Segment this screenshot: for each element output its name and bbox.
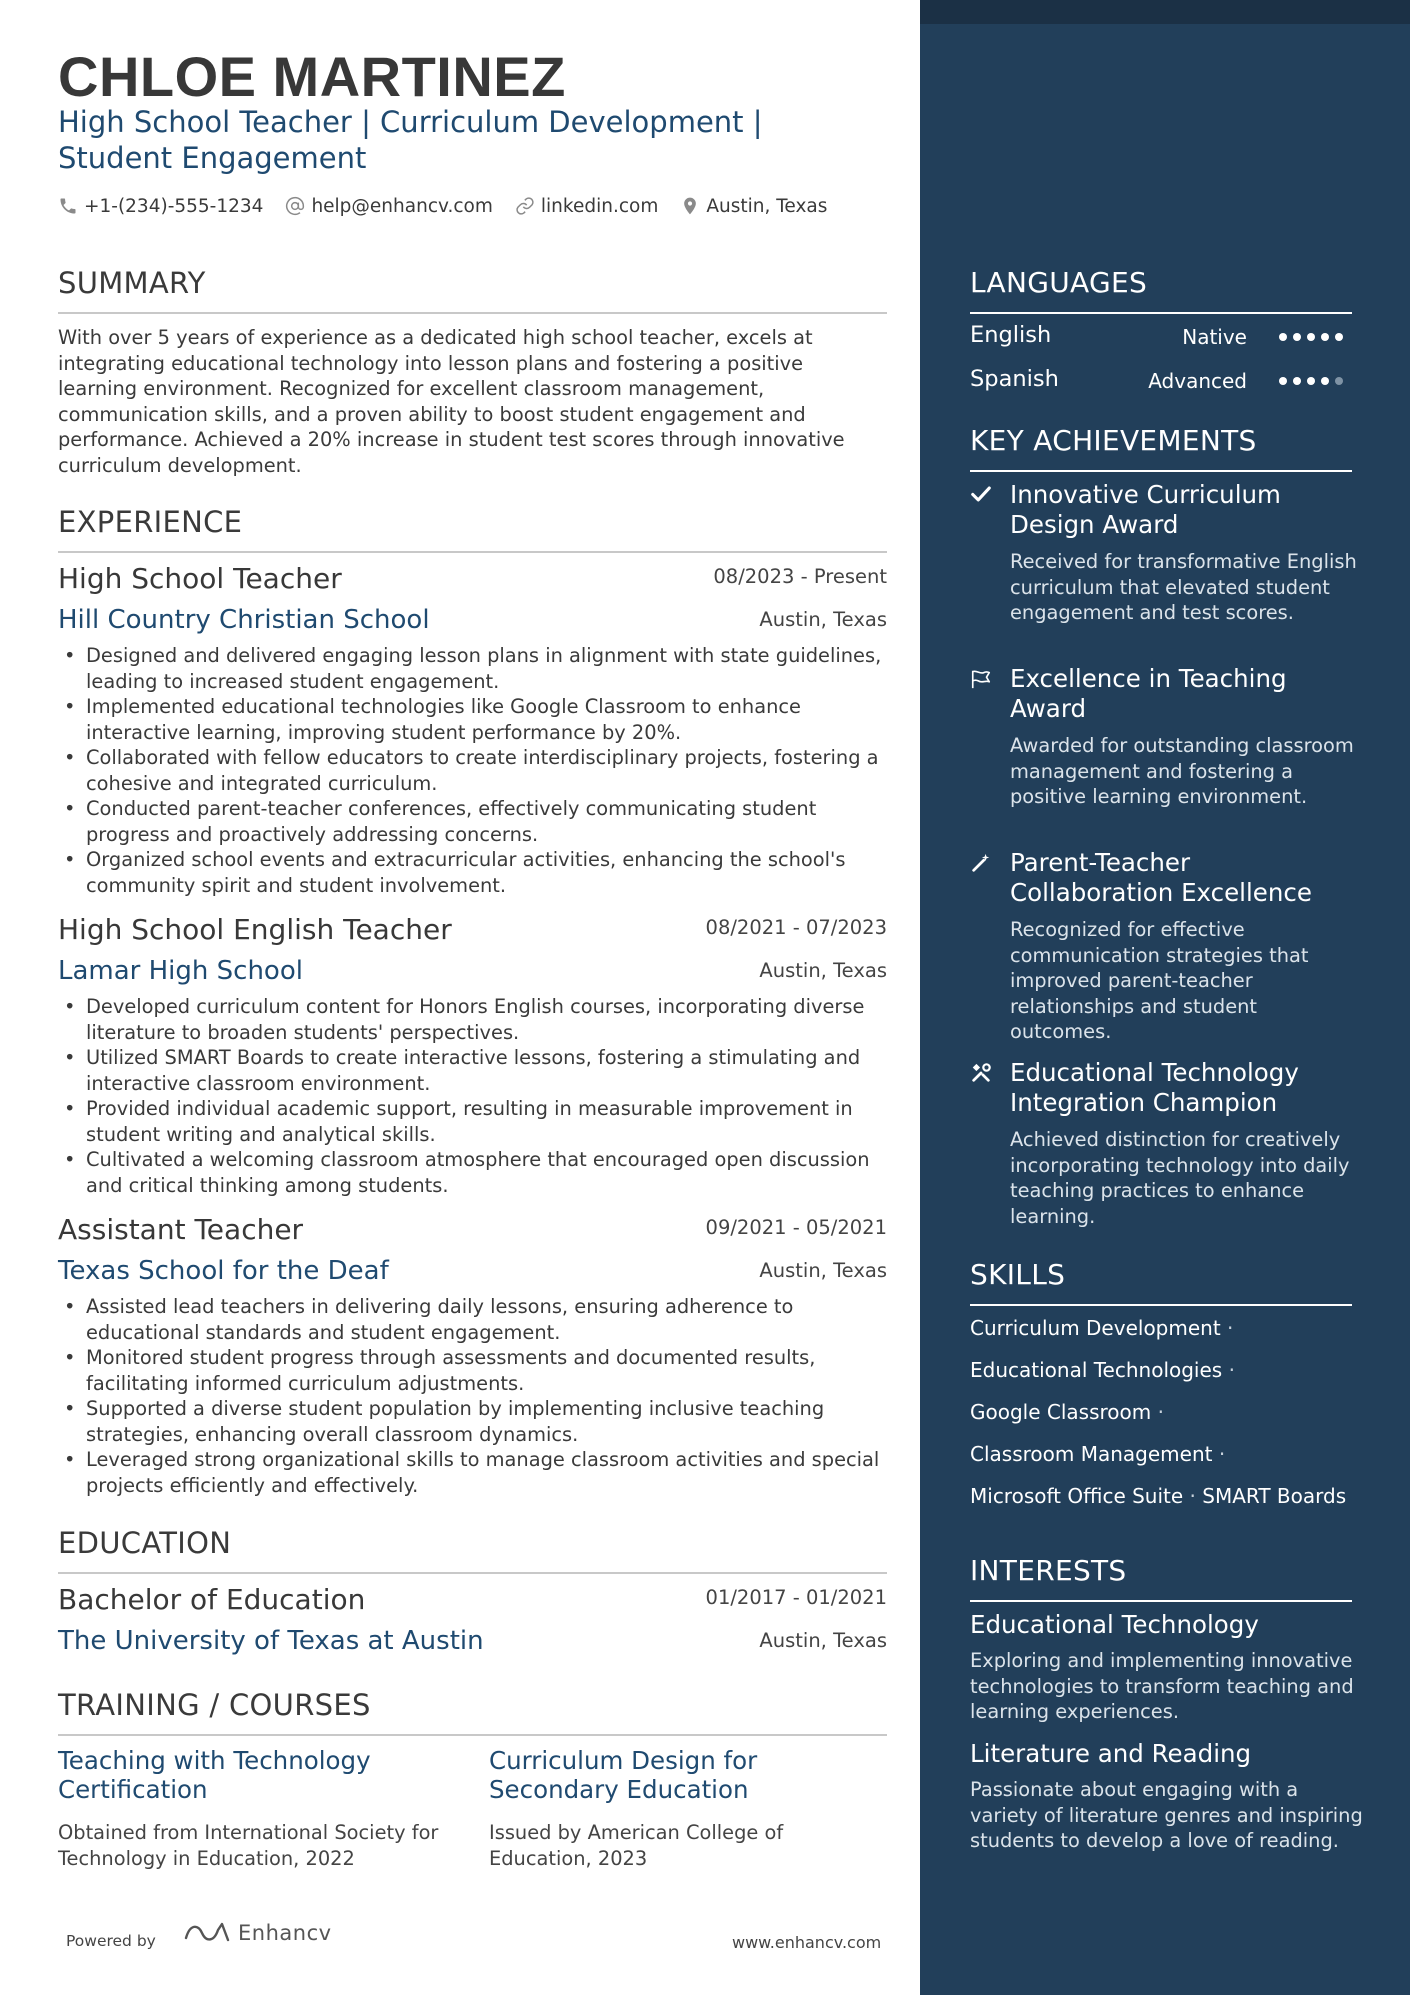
course-description: Obtained from International Society for Technology in Education, 2022 — [58, 1821, 439, 1870]
location-pin-icon — [680, 196, 700, 216]
job-bullets — [58, 643, 887, 898]
summary-divider — [58, 312, 887, 314]
contact-location — [680, 196, 827, 217]
rating-dot — [1293, 333, 1301, 341]
skill-label: SMART Boards — [1202, 1484, 1347, 1508]
skill-item — [970, 1442, 1225, 1466]
rating-dot — [1321, 333, 1329, 341]
sidebar — [920, 0, 1410, 1995]
sidebar-top-bar — [920, 0, 1410, 24]
skill-separator: · — [1227, 1316, 1234, 1340]
flag-icon — [970, 668, 992, 690]
contact-bar — [58, 194, 849, 218]
bullet-item: • Designed and delivered engaging lesson plans in alignment with state guidelines, leading to increased student engagement. — [58, 643, 887, 694]
enhancv-brand-text: Enhancv — [238, 1921, 332, 1945]
interest-description: Exploring and implementing innovative technologies to transform teaching and learning experiences. — [970, 1649, 1354, 1723]
job-title: Assistant Teacher — [58, 1213, 304, 1246]
skill-label: Google Classroom — [970, 1400, 1152, 1424]
at-icon — [285, 196, 305, 216]
education-school: The University of Texas at Austin — [58, 1626, 484, 1656]
contact-email-text: help@enhancv.com — [311, 195, 493, 217]
training-divider — [58, 1734, 887, 1736]
achievement-description: Received for transformative English curriculum that elevated student engagement and test scores. — [1010, 550, 1357, 624]
summary-title: SUMMARY — [58, 266, 206, 300]
rating-dot — [1279, 377, 1287, 385]
bullet-item: • Collaborated with fellow educators to create interdisciplinary projects, fostering a cohesive and integrated curriculum. — [58, 745, 887, 796]
enhancv-logo[interactable] — [184, 1920, 332, 1946]
headline-line-1: High School Teacher | Curriculum Development | — [58, 105, 763, 139]
bullet-item: • Cultivated a welcoming classroom atmosphere that encouraged open discussion and critical thinking among students. — [58, 1147, 887, 1198]
achievement-title: Educational Technology Integration Champion — [1010, 1058, 1299, 1117]
language-level: Advanced — [1148, 369, 1247, 393]
achievement-description: Achieved distinction for creatively incorporating technology into daily teaching practices to enhance learning. — [1010, 1128, 1350, 1228]
footer-url[interactable]: www.enhancv.com — [732, 1933, 882, 1952]
bullet-item: • Leveraged strong organizational skills to manage classroom activities and special projects efficiently and effectively. — [58, 1447, 887, 1498]
rating-dot — [1279, 333, 1287, 341]
skill-label: Classroom Management — [970, 1442, 1213, 1466]
skill-item — [970, 1484, 1346, 1508]
main-column — [58, 0, 887, 1995]
language-rating — [1279, 333, 1349, 341]
skill-label: Curriculum Development — [970, 1316, 1221, 1340]
experience-title: EXPERIENCE — [58, 505, 243, 539]
job-title: High School English Teacher — [58, 913, 452, 946]
job-bullets — [58, 1294, 887, 1498]
achievement-title: Excellence in Teaching Award — [1010, 664, 1287, 723]
bullet-item: • Provided individual academic support, resulting in measurable improvement in student writing and analytical skills. — [58, 1096, 887, 1147]
bullet-item: • Developed curriculum content for Honors English courses, incorporating diverse literature to broaden students' perspectives. — [58, 994, 887, 1045]
rating-dot — [1321, 377, 1329, 385]
achievement-title: Innovative Curriculum Design Award — [1010, 480, 1281, 539]
education-title: EDUCATION — [58, 1526, 232, 1560]
achievement-description: Awarded for outstanding classroom management and fostering a positive learning environment. — [1010, 734, 1354, 808]
job-company: Lamar High School — [58, 956, 303, 986]
bullet-item: • Organized school events and extracurricular activities, enhancing the school's community spirit and student involvement. — [58, 847, 887, 898]
achievements-title: KEY ACHIEVEMENTS — [970, 424, 1257, 457]
interests-title: INTERESTS — [970, 1554, 1127, 1587]
languages-divider — [970, 312, 1352, 314]
skill-separator: · — [1157, 1400, 1164, 1424]
job-location: Austin, Texas — [759, 959, 887, 982]
achievement-description: Recognized for effective communication strategies that improved parent-teacher relationships and student outcomes. — [1010, 918, 1309, 1043]
bullet-item: • Utilized SMART Boards to create interactive lessons, fostering a stimulating and interactive classroom environment. — [58, 1045, 887, 1096]
skill-item — [970, 1316, 1233, 1340]
job-dates: 08/2021 - 07/2023 — [705, 916, 887, 939]
achievement-title: Parent-Teacher Collaboration Excellence — [1010, 848, 1312, 907]
course-title: Teaching with Technology Certification — [58, 1746, 371, 1804]
rating-dot — [1335, 377, 1343, 385]
rating-dot — [1307, 377, 1315, 385]
course-description: Issued by American College of Education, 2023 — [489, 1821, 784, 1870]
language-level: Native — [1182, 325, 1247, 349]
job-title: High School Teacher — [58, 562, 342, 595]
language-name: English — [970, 322, 1052, 348]
rating-dot — [1293, 377, 1301, 385]
job-bullets — [58, 994, 887, 1198]
headline — [58, 104, 818, 176]
rating-dot — [1307, 333, 1315, 341]
powered-by-text: Powered by — [66, 1932, 156, 1950]
magic-wand-icon — [970, 852, 992, 874]
skill-item — [970, 1358, 1235, 1382]
experience-divider — [58, 551, 887, 553]
job-location: Austin, Texas — [759, 608, 887, 631]
tools-icon — [970, 1062, 992, 1084]
skill-separator: · — [1218, 1442, 1226, 1466]
skill-item — [970, 1400, 1164, 1424]
interest-title: Educational Technology — [970, 1610, 1259, 1639]
skills-title: SKILLS — [970, 1258, 1066, 1291]
skill-label: Microsoft Office Suite — [970, 1484, 1184, 1508]
skill-separator: · — [1189, 1484, 1196, 1508]
rating-dot — [1335, 333, 1343, 341]
summary-text: With over 5 years of experience as a dedicated high school teacher, excels at integrating educational technology into lesson plans and fostering a positive learning environment. Recognized for excellent classroom management, communication skills, and a proven ability to boost student engagement and performance. Achieved a 20% increase in student test scores through innovative curriculum development. — [58, 326, 845, 477]
interests-divider — [970, 1600, 1352, 1602]
education-location: Austin, Texas — [759, 1629, 887, 1652]
education-divider — [58, 1572, 887, 1574]
contact-phone-text: +1-(234)-555-1234 — [84, 195, 264, 217]
headline-line-2: Student Engagement — [58, 141, 367, 175]
achievements-divider — [970, 470, 1352, 472]
phone-icon — [58, 196, 78, 216]
bullet-item: • Implemented educational technologies like Google Classroom to enhance interactive learning, improving student performance by 20%. — [58, 694, 887, 745]
skills-divider — [970, 1304, 1352, 1306]
contact-phone[interactable] — [58, 196, 263, 217]
education-dates: 01/2017 - 01/2021 — [705, 1586, 887, 1609]
languages-title: LANGUAGES — [970, 266, 1148, 299]
education-degree: Bachelor of Education — [58, 1583, 366, 1616]
bullet-item: • Monitored student progress through assessments and documented results, facilitating informed curriculum adjustments. — [58, 1345, 887, 1396]
candidate-name: CHLOE MARTINEZ — [58, 45, 566, 108]
link-icon — [515, 196, 535, 216]
job-company: Texas School for the Deaf — [58, 1256, 389, 1286]
skill-separator: · — [1228, 1358, 1235, 1382]
skill-label: Educational Technologies — [970, 1358, 1223, 1382]
interest-title: Literature and Reading — [970, 1739, 1252, 1768]
bullet-item: • Assisted lead teachers in delivering daily lessons, ensuring adherence to educational standards and student engagement. — [58, 1294, 887, 1345]
interest-description: Passionate about engaging with a variety of literature genres and inspiring students to develop a love of reading. — [970, 1778, 1363, 1852]
bullet-item: • Conducted parent-teacher conferences, effectively communicating student progress and proactively addressing concerns. — [58, 796, 887, 847]
enhancv-logo-icon — [184, 1920, 230, 1946]
contact-email[interactable] — [285, 196, 492, 217]
language-rating — [1279, 377, 1349, 385]
bullet-item: • Supported a diverse student population by implementing inclusive teaching strategies, enhancing overall classroom dynamics. — [58, 1396, 887, 1447]
language-name: Spanish — [970, 366, 1059, 392]
course-title: Curriculum Design for Secondary Education — [489, 1746, 758, 1804]
training-title: TRAINING / COURSES — [58, 1688, 371, 1722]
contact-linkedin-text: linkedin.com — [540, 195, 659, 217]
job-location: Austin, Texas — [759, 1259, 887, 1282]
job-company: Hill Country Christian School — [58, 605, 430, 635]
job-dates: 08/2023 - Present — [713, 565, 887, 588]
contact-location-text: Austin, Texas — [706, 195, 828, 217]
contact-linkedin[interactable] — [515, 196, 658, 217]
checkmark-icon — [970, 483, 992, 505]
job-dates: 09/2021 - 05/2021 — [705, 1216, 887, 1239]
